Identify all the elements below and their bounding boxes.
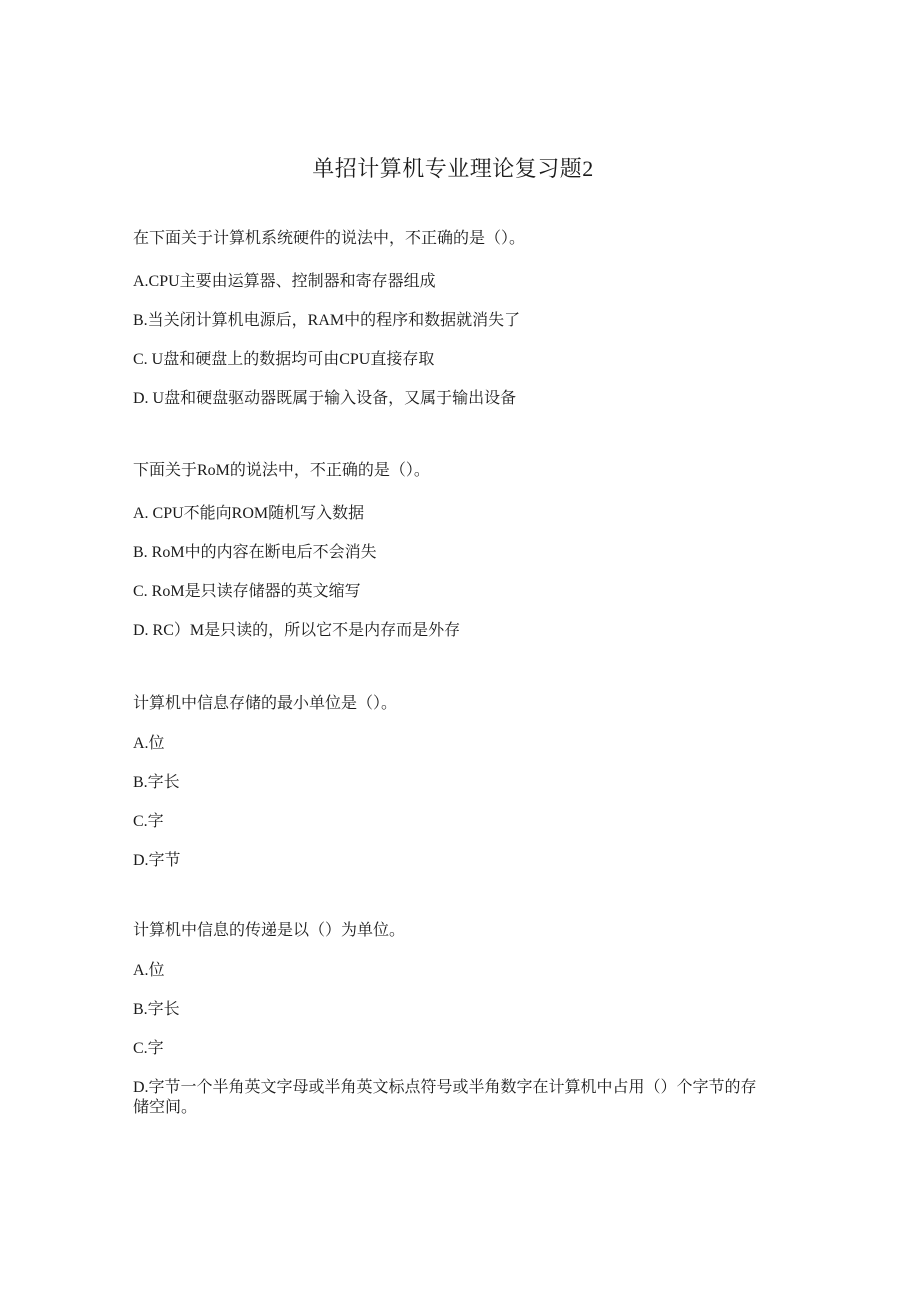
question-4-stem: 计算机中信息的传递是以（）为单位。 [133, 922, 406, 939]
question-4-option-d: D.字节一个半角英文字母或半角英文标点符号或半角数字在计算机中占用（）个字节的存储空间。 [133, 1079, 757, 1116]
question-2-stem: 下面关于RoM的说法中，不正确的是（）。 [133, 462, 430, 479]
question-3-option-d: D.字节 [133, 852, 181, 869]
question-2-option-d: D. RC）M是只读的，所以它不是内存而是外存 [133, 622, 461, 639]
question-3-option-a: A.位 [133, 735, 165, 752]
question-2-option-c: C. RoM是只读存储器的英文缩写 [133, 583, 361, 600]
question-2-option-b: B. RoM中的内容在断电后不会消失 [133, 544, 377, 561]
question-1-option-d: D. U盘和硬盘驱动器既属于输入设备，又属于输出设备 [133, 390, 517, 407]
question-1-stem: 在下面关于计算机系统硬件的说法中，不正确的是（）。 [133, 230, 526, 247]
question-1-option-c: C. U盘和硬盘上的数据均可由CPU直接存取 [133, 351, 435, 368]
question-4-option-b: B.字长 [133, 1001, 180, 1018]
question-3-stem: 计算机中信息存储的最小单位是（）。 [133, 695, 398, 712]
question-1-option-a: A.CPU主要由运算器、控制器和寄存器组成 [133, 273, 436, 290]
question-1-option-b: B.当关闭计算机电源后，RAM中的程序和数据就消失了 [133, 312, 521, 329]
document-title: 单招计算机专业理论复习题2 [312, 156, 594, 181]
question-4-option-c: C.字 [133, 1040, 164, 1057]
question-3-option-b: B.字长 [133, 774, 180, 791]
question-2-option-a: A. CPU不能向ROM随机写入数据 [133, 505, 365, 522]
question-3-option-c: C.字 [133, 813, 164, 830]
question-4-option-a: A.位 [133, 962, 165, 979]
